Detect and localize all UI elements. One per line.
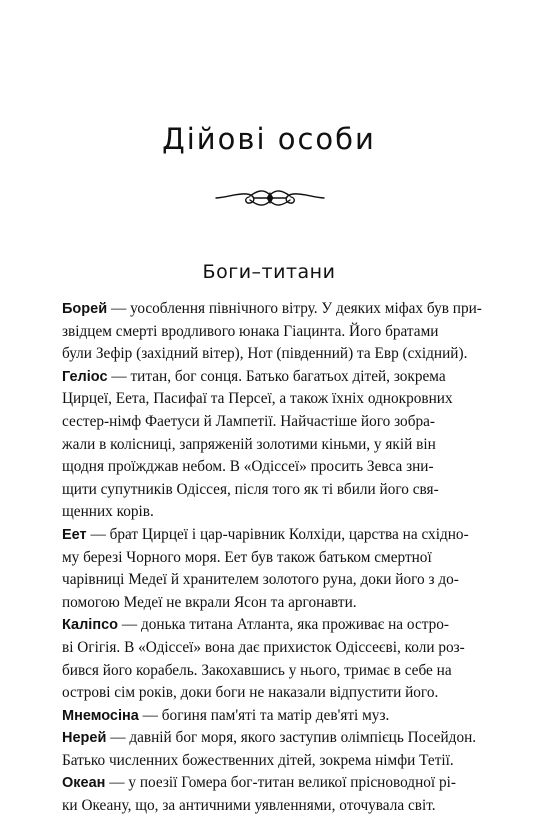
entry-name: Еет [62, 526, 87, 543]
entry-helios [62, 366, 484, 524]
entry-text: — донька титана Атланта, яка проживає на остро- [118, 616, 449, 634]
entry-line: чарівниці Медеї й хранителем золотого руна, доки його з до- [62, 571, 459, 589]
entry-eet [62, 524, 484, 614]
entry-borei [62, 298, 484, 366]
entry-line: Батько численних божественних дітей, зокрема німфи Тетії. [62, 751, 454, 769]
entry-line: щенних корів. [62, 503, 154, 521]
entry-line: бився його корабель. Закохавшись у нього, тримає в себе на [62, 661, 452, 679]
entry-line: жали в колісниці, запряженій золотими кіньми, у якій він [62, 435, 436, 453]
entry-line: були Зефір (західний вітер), Нот (південний) та Евр (східний). [62, 345, 468, 363]
entry-line: острові сім років, доки боги не наказали відпустити його. [62, 684, 439, 702]
entry-name: Мнемосіна [62, 707, 139, 724]
entry-line: щити супутників Одіссея, після того як ті вбили його свя- [62, 480, 439, 498]
entry-text: — богиня пам'яті та матір дев'яті муз. [138, 706, 390, 724]
entry-text: — у поезії Гомера бог-титан великої прісноводної рі- [105, 774, 456, 792]
entry-line: помогою Медеї не вкрали Ясон та аргонавти. [62, 593, 357, 611]
entry-text: — уособлення північного вітру. У деяких міфах був при- [107, 300, 482, 317]
entry-mnemosyne [62, 705, 484, 728]
page-title: Дійові особи [162, 122, 376, 156]
entry-name: Геліос [62, 368, 108, 385]
entry-line: звідцем смерті вродливого юнака Гіацинта. Його братами [62, 322, 439, 340]
entry-calypso [62, 614, 484, 704]
entry-line: щодня проїжджав небом. В «Одіссеї» просить Зевса зни- [62, 458, 434, 476]
section-heading: Боги–титани [202, 261, 336, 283]
entry-name: Океан [62, 775, 106, 792]
entry-name: Каліпсо [62, 617, 119, 634]
entry-line: му березі Чорного моря. Еет був також батьком смертної [62, 548, 432, 566]
entry-line: ки Океану, що, за античними уявленнями, оточувала світ. [62, 797, 436, 815]
entry-nereus [62, 727, 484, 772]
decorative-flourish [214, 181, 326, 213]
entry-text: — брат Цирцеї і цар-чарівник Колхіди, царства на східно- [86, 525, 469, 543]
entry-name: Нерей [62, 730, 107, 747]
entry-oceanus [62, 772, 484, 817]
entry-line: ві Огігія. В «Одіссеї» вона дає прихисток Одіссеєві, коли роз- [62, 638, 465, 656]
entry-line: Цирцеї, Еета, Пасифаї та Персеї, а також їхніх однокровних [62, 390, 453, 408]
entry-text: — титан, бог сонця. Батько багатьох дітей, зокрема [107, 367, 446, 385]
character-list [62, 298, 484, 818]
entry-text: — давній бог моря, якого заступив олімпієць Посейдон. [106, 729, 477, 747]
entry-line: сестер-німф Фаетуси й Лампетії. Найчастіше його зобра- [62, 412, 436, 430]
entry-name: Борей [62, 301, 108, 317]
